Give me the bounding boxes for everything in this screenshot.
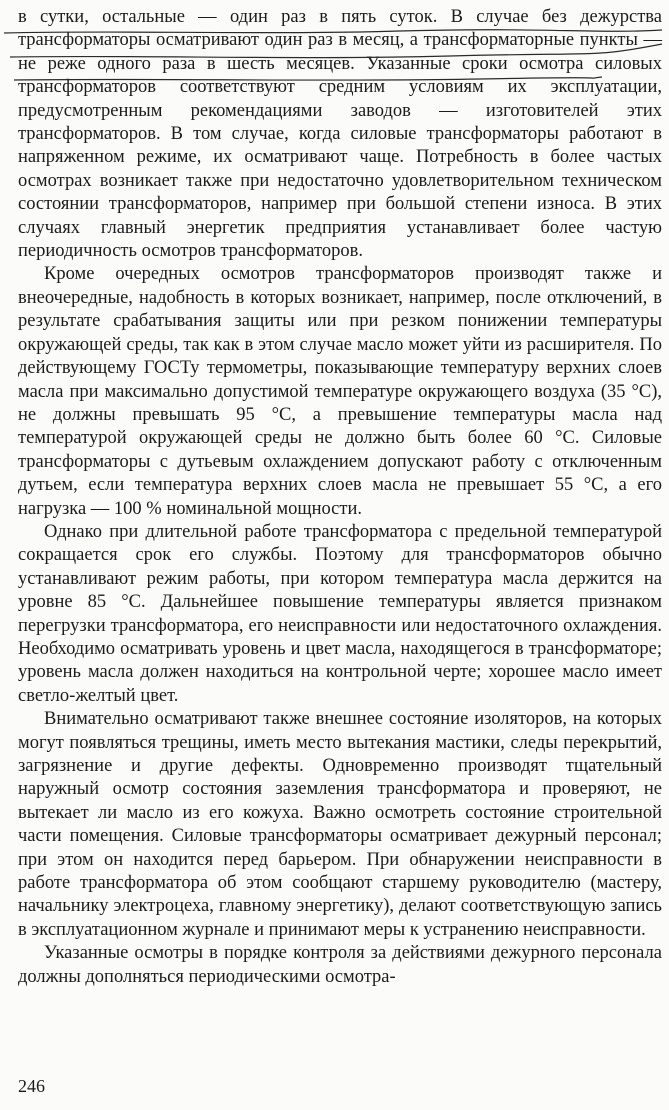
- paragraph-2: Кроме очередных осмотров трансформаторов производят также и внеочередные, надобность в которых возникает, например, после отключений, в результате срабатывания защиты или при резком понижении температуры окружающей среды, так как в этом случае масло может уйти из расширителя. По действующему ГОСТу термометры, показывающие температуру верхних слоев масла при максимально допустимой температуре окружающего воздуха (35 °С), не должны превышать 95 °С, а превышение температуры масла над температурой окружающей среды не должно быть более 60 °С. Силовые трансформаторы с дутьевым охлаждением допускают работу с отключенным дутьем, если температура верхних слоев масла не превышает 55 °С, а его нагрузка — 100 % номинальной мощности.: [18, 264, 662, 519]
- paragraph-5: Указанные осмотры в порядке контроля за действиями дежурного персонала должны дополняться периодическими осмотра-: [18, 943, 662, 987]
- body-text: [18, 6, 662, 989]
- paragraph-4: Внимательно осматривают также внешнее состояние изоляторов, на которых могут появляться трещины, иметь место вытекания мастики, следы перекрытий, загрязнение и другие дефекты. Одновременно производят тщательный наружный осмотр состояния заземления трансформатора и проверяют, не вытекает ли масло из его кожуха. Важно осмотреть состояние строительной части помещения. Силовые трансформаторы осматривает дежурный персонал; при этом он находится перед барьером. При обнаружении неисправности в работе трансформатора об этом сообщают старшему руководителю (мастеру, начальнику электроцеха, главному энергетику), делают соответствующую запись в эксплуатационном журнале и принимают меры к устранению неисправности.: [18, 709, 662, 940]
- paragraph-1: в сутки, остальные — один раз в пять суток. В случае без дежурства трансформаторы осматривают один раз в месяц, а трансформаторные пункты — не реже одного раза в шесть месяцев. Указанные сроки осмотра силовых трансформаторов соответствуют средним условиям их эксплуатации, предусмотренным рекомендациями заводов — изготовителей этих трансформаторов. В том случае, когда силовые трансформаторы работают в напряженном режиме, их осматривают чаще. Потребность в более частых осмотрах возникает также при недостаточно удовлетворительном техническом состоянии трансформаторов, например при большой степени износа. В этих случаях главный энергетик предприятия устанавливает более частую периодичность осмотров трансформаторов.: [18, 7, 662, 262]
- paragraph-3: Однако при длительной работе трансформатора с предельной температурой сокращается срок его службы. Поэтому для трансформаторов обычно устанавливают режим работы, при котором температура масла держится на уровне 85 °С. Дальнейшее повышение температуры является признаком перегрузки трансформатора, его неисправности или недостаточного охлаждения. Необходимо осматривать уровень и цвет масла, находящегося в трансформаторе; уровень масла должен находиться на контрольной черте; хорошее масло имеет светло-желтый цвет.: [18, 521, 662, 706]
- page-number: 246: [18, 1076, 45, 1096]
